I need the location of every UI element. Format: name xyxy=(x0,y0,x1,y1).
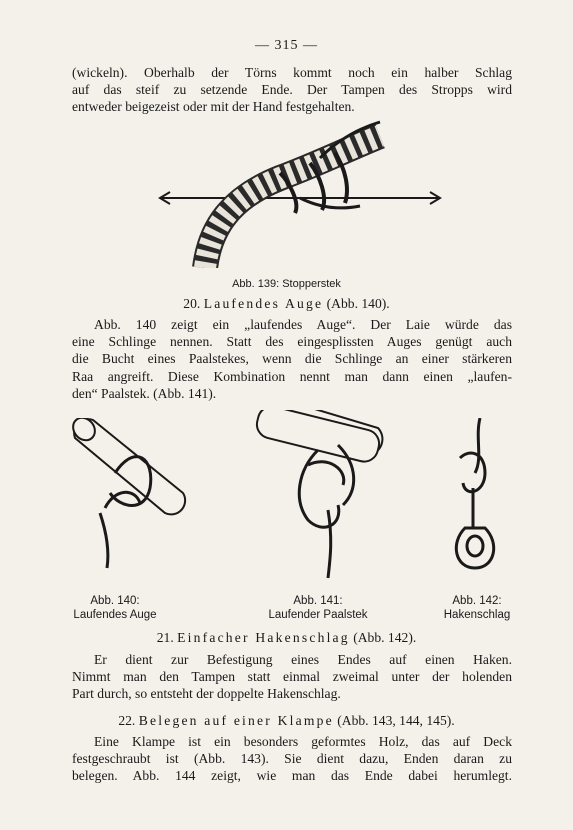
intro-paragraph xyxy=(72,64,512,116)
text-line: die Bucht eines Paalstekes, wenn die Schlinge an einer stärkeren xyxy=(72,351,512,367)
section-number: 22. xyxy=(118,713,136,728)
text-line: Nimmt man den Tampen statt einmal zweimal unter der holenden xyxy=(72,669,512,685)
figure-141-caption xyxy=(253,594,383,622)
section-title: Laufendes Auge xyxy=(203,296,324,311)
section-22-heading xyxy=(0,713,573,729)
section-title: Einfacher Hakenschlag xyxy=(177,630,350,645)
text-line: (wickeln). Oberhalb der Törns kommt noch ein halber Schlag xyxy=(72,65,512,80)
section-ref: (Abb. 142). xyxy=(353,630,417,645)
text-line: Abb. 140 zeigt ein „laufendes Auge“. Der Laie würde das xyxy=(94,317,512,332)
figure-label: Abb. 142: xyxy=(452,595,502,607)
figure-140-caption xyxy=(60,594,170,622)
text-line: auf das steif zu setzende Ende. Der Tampen des Stropps wird xyxy=(72,82,512,98)
text-line: belegen. Abb. 144 zeigt, wie man das Ende dabei herumlegt. xyxy=(72,768,512,784)
text-line: den“ Paalstek. (Abb. 141). xyxy=(72,385,217,401)
section-20-heading xyxy=(0,296,573,312)
text-line: festgeschraubt ist (Abb. 143). Sie dient dazu, Enden daran zu xyxy=(72,751,512,767)
section-20-paragraph xyxy=(72,316,512,402)
text-line: Part durch, so entsteht der doppelte Hakenschlag. xyxy=(72,686,341,702)
figure-label: Abb. 140: xyxy=(90,595,140,607)
laufender-paalstek-illustration xyxy=(248,410,398,580)
figure-142-caption xyxy=(432,594,522,622)
text-line: Er dient zur Befestigung eines Endes auf einen Haken. xyxy=(94,652,512,667)
section-ref: (Abb. 143, 144, 145). xyxy=(337,713,455,728)
text-line: Raa angreift. Diese Kombination nennt man dann einen „laufen- xyxy=(72,368,512,384)
figure-label: Abb. 141: xyxy=(293,595,343,607)
section-ref: (Abb. 140). xyxy=(326,296,390,311)
figure-name: Laufendes Auge xyxy=(73,609,157,621)
text-line: entweder beigezeist oder mit der Hand festgehalten. xyxy=(72,99,355,115)
laufendes-auge-illustration xyxy=(65,418,195,573)
stopperstek-illustration xyxy=(150,118,450,268)
section-number: 20. xyxy=(183,296,201,311)
section-21-paragraph xyxy=(72,651,512,703)
text-line: eine Schlinge nennen. Statt des eingesplissten Auges genügt auch xyxy=(72,334,512,350)
section-title: Belegen auf einer Klampe xyxy=(138,713,334,728)
text-line: Eine Klampe ist ein besonders geformtes Holz, das auf Deck xyxy=(94,734,512,749)
section-number: 21. xyxy=(156,630,174,645)
figure-name: Hakenschlag xyxy=(443,609,511,621)
figure-139-caption: Abb. 139: Stopperstek xyxy=(232,278,341,290)
section-21-heading xyxy=(0,630,573,646)
section-22-paragraph xyxy=(72,733,512,785)
hakenschlag-illustration xyxy=(445,418,505,578)
page-number: — 315 — xyxy=(255,38,318,53)
figure-name: Laufender Paalstek xyxy=(268,609,368,621)
